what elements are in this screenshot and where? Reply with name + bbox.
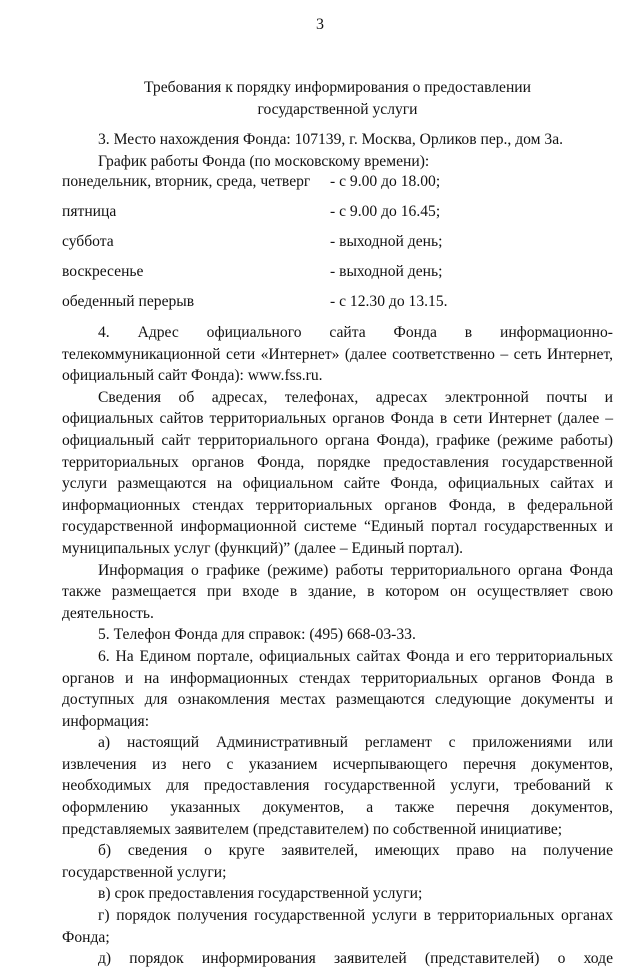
paragraph-documents-intro: 6. На Едином портале, официальных сайтах Фонда и его территориальных органов и на информационных стендах территориальных органов Фонда в доступных для ознакомления местах размещаются следующие документы и информация: xyxy=(62,647,613,730)
paragraph-territorial-info: Сведения об адресах, телефонах, адресах электронной почты и официальных сайтов территориальных органов Фонда в сети Интернет (далее – официальный сайт территориального органа Фонда), графике (режиме работы) территориальных органов Фонда, порядке предоставления государственной услуги размещаются на официальном сайте Фонда, официальных сайтах и информационных стендах территориальных органов Фонда, в федеральной государственной информационной системе “Единый портал государственных и муниципальных услуг (функций)” (далее – Единый портал). xyxy=(62,388,613,557)
paragraph-phone: 5. Телефон Фонда для справок: (495) 668-03-33. xyxy=(98,626,416,644)
fund-location xyxy=(62,129,613,172)
schedule-row xyxy=(62,171,613,201)
schedule-day: понедельник, вторник, среда, четверг xyxy=(62,173,311,190)
work-schedule xyxy=(62,171,613,321)
schedule-day: пятница xyxy=(62,203,117,220)
list-item-v: в) срок предоставления государственной услуги; xyxy=(98,885,423,903)
schedule-row xyxy=(62,231,613,261)
section-heading xyxy=(62,77,613,121)
body-text xyxy=(62,322,613,970)
list-item-g: г) порядок получения государственной услуги в территориальных органах Фонда; xyxy=(62,907,613,946)
schedule-day: обеденный перерыв xyxy=(62,293,195,310)
heading-line-2: государственной услуги xyxy=(257,101,418,118)
schedule-time: - с 9.00 до 16.45; xyxy=(330,203,441,220)
paragraph-schedule-info: Информация о графике (режиме) работы территориального органа Фонда также размещается при входе в здание, в котором он осуществляет свою деятельность. xyxy=(62,561,613,622)
schedule-time: - выходной день; xyxy=(330,263,443,280)
schedule-title: График работы Фонда (по московскому времени): xyxy=(98,152,430,170)
paragraph-website: 4. Адрес официального сайта Фонда в информационно-телекоммуникационной сети «Интернет» (далее соответственно – сеть Интернет, официальный сайт Фонда): www.fss.ru. xyxy=(62,324,613,385)
schedule-day: суббота xyxy=(62,233,114,250)
schedule-row xyxy=(62,261,613,291)
page-number: 3 xyxy=(316,16,324,33)
list-item-d: д) порядок информирования заявителей (представителей) о ходе xyxy=(98,950,613,968)
schedule-row xyxy=(62,291,613,321)
schedule-time: - с 12.30 до 13.15. xyxy=(330,293,448,310)
schedule-time: - выходной день; xyxy=(330,233,443,250)
list-item-a: а) настоящий Административный регламент с приложениями или извлечения из него с указанием исчерпывающего перечня документов, необходимых для предоставления государственной услуги, требований к оформлению указанных документов, а также перечня документов, представляемых заявителем (представителем) по собственной инициативе; xyxy=(62,734,613,838)
heading-line-1: Требования к порядку информирования о предоставлении xyxy=(143,79,531,96)
list-item-b: б) сведения о круге заявителей, имеющих право на получение государственной услуги; xyxy=(62,842,613,881)
schedule-time: - с 9.00 до 18.00; xyxy=(330,173,441,190)
schedule-day: воскресенье xyxy=(62,263,144,280)
schedule-row xyxy=(62,201,613,231)
fund-address: 3. Место нахождения Фонда: 107139, г. Москва, Орликов пер., дом 3а. xyxy=(98,131,564,148)
